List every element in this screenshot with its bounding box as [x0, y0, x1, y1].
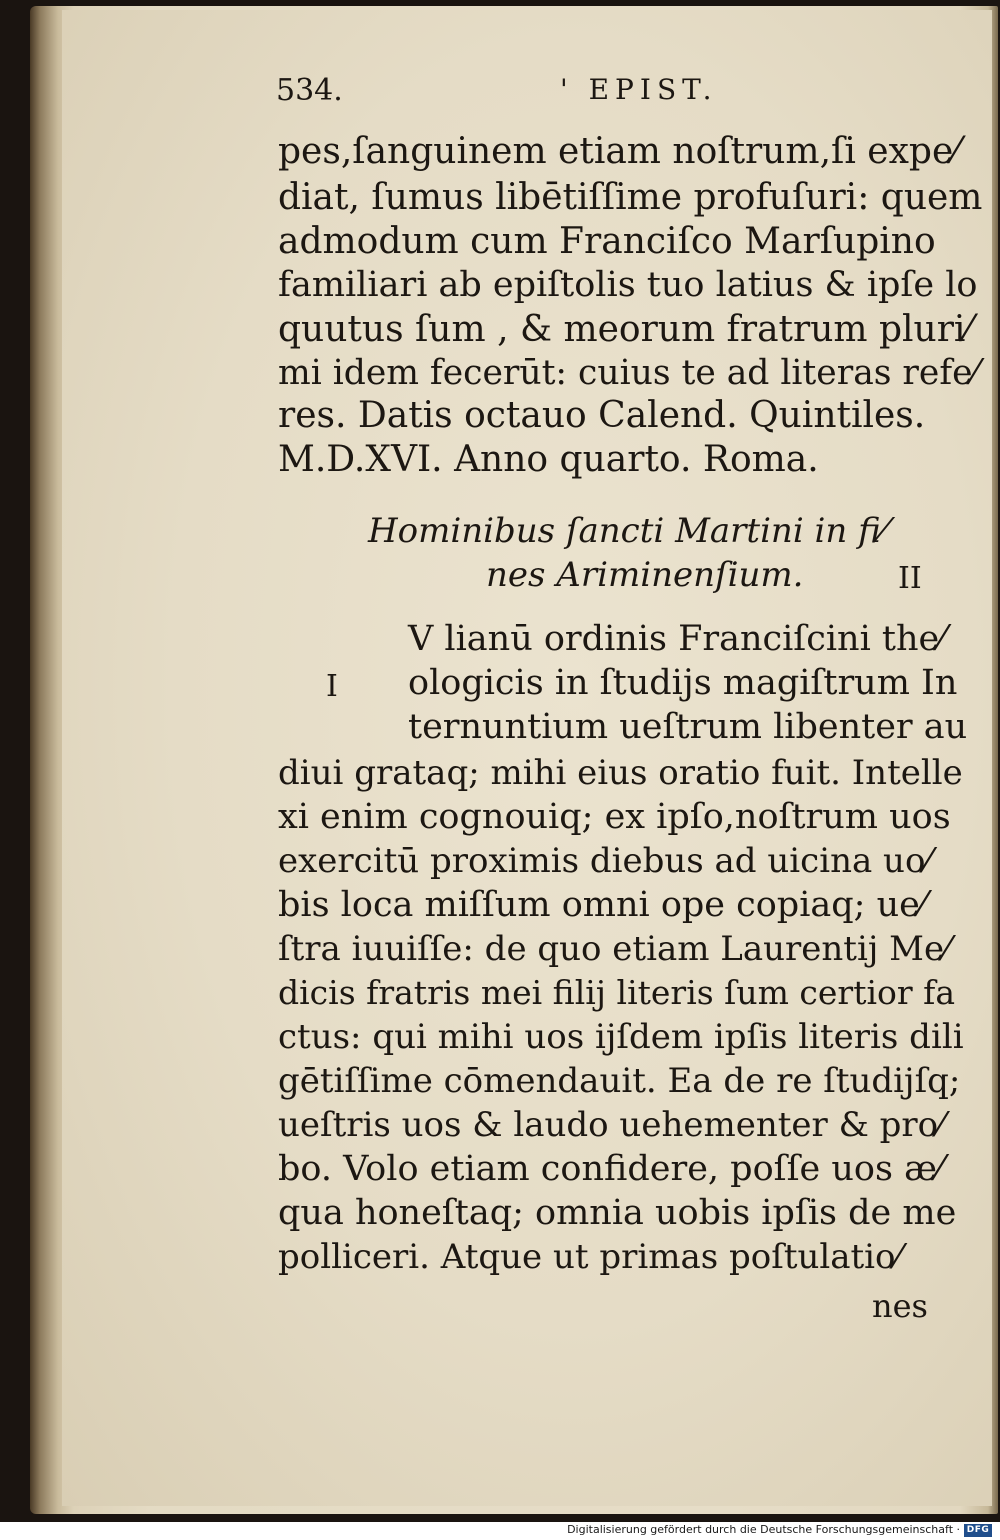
- letter-heading-line2: nes Ariminenſium.: [486, 555, 804, 595]
- text-line: res. Datis octauo Calend. Quintiles.: [278, 395, 926, 436]
- text-line: familiari ab epiſtolis tuo latius & ipſe lo: [278, 265, 978, 305]
- text-line: ternuntium ueſtrum libenter au: [408, 707, 968, 747]
- letter-number: II: [898, 561, 922, 596]
- text-line: admodum cum Franciſco Marſupino: [278, 221, 936, 262]
- digitization-credit: Digitalisierung gefördert durch die Deutsche Forschungsgemeinschaft ·: [567, 1523, 960, 1536]
- page-number: 534.: [276, 73, 343, 108]
- text-line: qua honeſtaq; omnia uobis ipſis de me: [278, 1193, 957, 1233]
- text-line: V lianū ordinis Franciſcini the⁄: [408, 619, 946, 659]
- text-line: ctus: qui mihi uos ijſdem ipſis literis dili: [278, 1017, 964, 1057]
- text-line: ueſtris uos & laudo uehementer & pro⁄: [278, 1105, 944, 1145]
- text-line: mi idem fecerūt: cuius te ad literas refe⁄: [278, 353, 979, 393]
- dfg-logo: DFG: [964, 1524, 992, 1537]
- text-line: xi enim cognouiq; ex ipſo,noſtrum uos: [278, 797, 951, 837]
- letter-heading-line1: Hominibus ſancti Martini in fi⁄: [368, 511, 887, 551]
- text-line: gētiſſime cōmendauit. Ea de re ſtudijſq;: [278, 1061, 961, 1101]
- text-line: pes,ſanguinem etiam noſtrum,ſi expe⁄: [278, 131, 960, 172]
- catchword: nes: [872, 1287, 928, 1325]
- running-title: ' EPIST.: [560, 73, 718, 106]
- text-line: dicis fratris mei filij literis ſum certior fa: [278, 973, 956, 1012]
- text-line: quutus ſum , & meorum fratrum pluri⁄: [278, 309, 972, 350]
- text-line: ologicis in ſtudijs magiſtrum In: [408, 663, 958, 703]
- text-line: M.D.XVI. Anno quarto. Roma.: [278, 439, 819, 480]
- text-line: ſtra iuuiſſe: de quo etiam Laurentij Me⁄: [278, 929, 950, 969]
- text-line: diui grataq; mihi eius oratio fuit. Intelle: [278, 753, 963, 793]
- text-line: polliceri. Atque ut primas poſtulatio⁄: [278, 1237, 902, 1277]
- text-line: bis loca miſſum omni ope copiaq; ue⁄: [278, 885, 926, 925]
- text-line: bo. Volo etiam confidere, poſſe uos æ⁄: [278, 1149, 943, 1189]
- margin-number: I: [326, 669, 338, 704]
- text-line: diat, ſumus libētiſſime profuſuri: quem: [278, 177, 983, 218]
- text-line: exercitū proximis diebus ad uicina uo⁄: [278, 841, 932, 881]
